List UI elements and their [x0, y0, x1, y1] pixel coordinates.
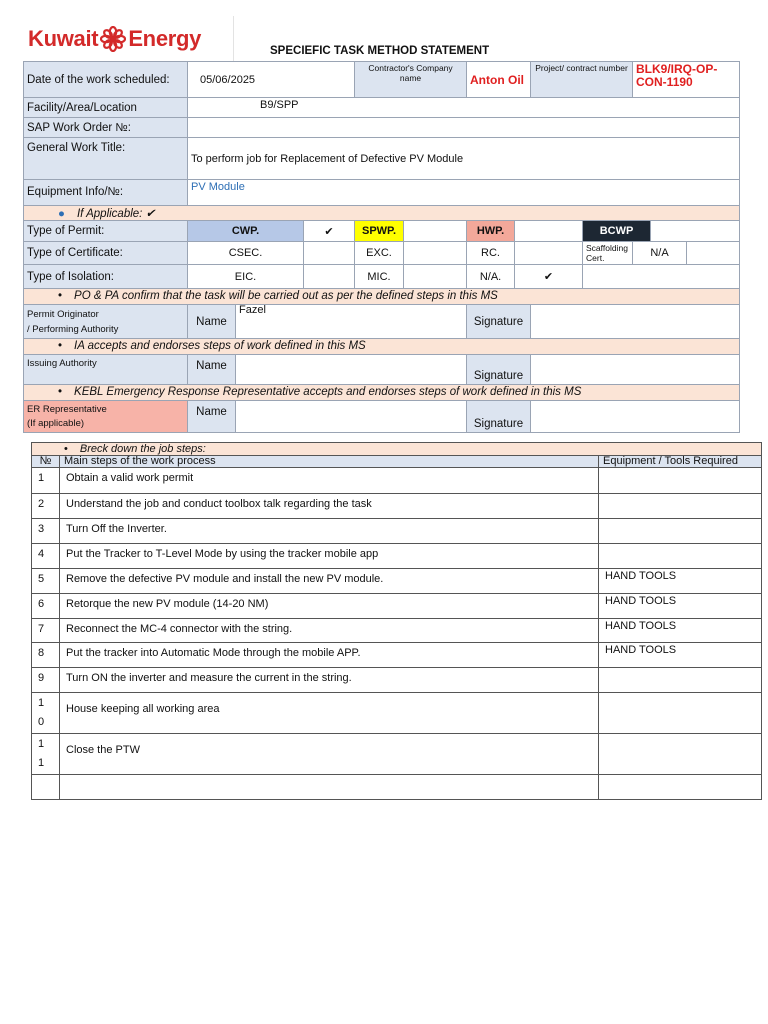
col-header-tools: Equipment / Tools Required: [599, 456, 762, 468]
step-text[interactable]: Put the Tracker to T-Level Mode by using the tracker mobile app: [60, 544, 599, 569]
sap-label: SAP Work Order №:: [24, 118, 188, 138]
bullet-icon: •: [64, 443, 68, 455]
iso-blank: [583, 265, 740, 289]
step-tools[interactable]: [599, 544, 762, 569]
table-row: [32, 643, 762, 668]
step-text[interactable]: Obtain a valid work permit: [60, 468, 599, 494]
project-label: Project/ contract number: [531, 62, 633, 98]
er-name-field[interactable]: [236, 401, 467, 433]
permit-spwp: SPWP.: [355, 221, 404, 242]
cert-scaffolding: Scaffolding Cert.: [583, 242, 633, 265]
table-row: [32, 544, 762, 569]
step-number: 2: [32, 494, 60, 519]
step-tools[interactable]: HAND TOOLS: [599, 643, 762, 668]
step-number: 10: [32, 693, 60, 734]
iso-na-check[interactable]: ✔: [515, 265, 583, 289]
iso-eic: EIC.: [188, 265, 304, 289]
flower-logo-icon: [100, 26, 126, 52]
cert-exc: EXC.: [355, 242, 404, 265]
step-text[interactable]: Understand the job and conduct toolbox talk regarding the task: [60, 494, 599, 519]
contractor-label: Contractor's Company name: [355, 62, 467, 98]
step-number: 7: [32, 619, 60, 643]
permit-info-table: [23, 61, 740, 433]
step-tools[interactable]: [599, 519, 762, 544]
er-name-label: Name: [188, 401, 236, 433]
table-row: [32, 594, 762, 619]
step-text[interactable]: Remove the defective PV module and install the new PV module.: [60, 569, 599, 594]
equipment-value[interactable]: PV Module: [188, 180, 740, 206]
ia-name-field[interactable]: [236, 355, 467, 385]
ia-bar-text: IA accepts and endorses steps of work defined in this MS: [74, 340, 366, 352]
bullet-icon: •: [58, 386, 63, 398]
step-text[interactable]: Turn Off the Inverter.: [60, 519, 599, 544]
table-row: [32, 775, 762, 800]
cert-rc-check[interactable]: [515, 242, 583, 265]
step-text[interactable]: Close the PTW: [60, 734, 599, 775]
po-label-line1: Permit Originator: [27, 309, 99, 320]
step-number: 6: [32, 594, 60, 619]
step-number: [32, 775, 60, 800]
step-number: 1: [32, 468, 60, 494]
equipment-label: Equipment Info/№:: [24, 180, 188, 206]
bullet-icon: •: [58, 340, 63, 352]
cert-rc: RC.: [467, 242, 515, 265]
bullet-icon: •: [58, 290, 63, 302]
po-label: [24, 305, 188, 339]
step-number: 4: [32, 544, 60, 569]
step-tools[interactable]: HAND TOOLS: [599, 594, 762, 619]
er-signature-label: Signature: [467, 401, 531, 433]
applicable-bar: [24, 206, 740, 221]
document-title: SPECIEFIC TASK METHOD STATEMENT: [270, 45, 490, 57]
cert-csec-check[interactable]: [304, 242, 355, 265]
ia-signature-field[interactable]: [531, 355, 740, 385]
permit-cwp-check[interactable]: ✔: [304, 221, 355, 242]
iso-mic: MIC.: [355, 265, 404, 289]
iso-na: N/A.: [467, 265, 515, 289]
table-row: [32, 569, 762, 594]
table-row: [32, 693, 762, 734]
project-value[interactable]: BLK9/IRQ-OP-CON-1190: [633, 62, 740, 98]
permit-hwp: HWP.: [467, 221, 515, 242]
applicable-check-icon: ✔: [145, 208, 156, 220]
cert-na-check[interactable]: [687, 242, 740, 265]
isolation-label: Type of Isolation:: [24, 265, 188, 289]
step-number: 3: [32, 519, 60, 544]
step-tools[interactable]: [599, 668, 762, 693]
bullet-icon: ●: [58, 208, 65, 220]
permit-label: Type of Permit:: [24, 221, 188, 242]
logo-text-energy: Energy: [128, 26, 202, 51]
step-tools[interactable]: [599, 494, 762, 519]
logo-text-kuwait: Kuwait: [28, 26, 99, 51]
ia-bar: [24, 339, 740, 355]
er-label-line2: (If applicable): [27, 418, 85, 429]
step-tools[interactable]: [599, 775, 762, 800]
ia-label: Issuing Authority: [24, 355, 188, 385]
permit-bcwp-check[interactable]: [651, 221, 740, 242]
step-tools[interactable]: [599, 734, 762, 775]
step-text[interactable]: Reconnect the MC-4 connector with the string.: [60, 619, 599, 643]
job-steps-table: [31, 442, 762, 800]
po-name-value[interactable]: Fazel: [236, 305, 467, 339]
er-signature-field[interactable]: [531, 401, 740, 433]
po-bar: [24, 289, 740, 305]
step-text[interactable]: Retorque the new PV module (14-20 NM): [60, 594, 599, 619]
step-number: 5: [32, 569, 60, 594]
work-title-value[interactable]: To perform job for Replacement of Defective PV Module: [188, 138, 740, 180]
iso-eic-check[interactable]: [304, 265, 355, 289]
certificate-label: Type of Certificate:: [24, 242, 188, 265]
cert-na: N/A: [633, 242, 687, 265]
steps-bar-text: Breck down the job steps:: [79, 443, 206, 455]
step-tools[interactable]: HAND TOOLS: [599, 619, 762, 643]
col-header-no: №: [32, 456, 60, 468]
step-number: 9: [32, 668, 60, 693]
table-row: [32, 619, 762, 643]
permit-hwp-check[interactable]: [515, 221, 583, 242]
po-signature-field[interactable]: [531, 305, 740, 339]
cert-csec: CSEC.: [188, 242, 304, 265]
table-row: [32, 494, 762, 519]
facility-value[interactable]: B9/SPP: [188, 98, 740, 118]
step-tools[interactable]: [599, 693, 762, 734]
er-bar-text: KEBL Emergency Response Representative accepts and endorses steps of work defined in this MS: [74, 386, 582, 398]
work-title-label: General Work Title:: [24, 138, 188, 180]
contractor-value[interactable]: Anton Oil: [467, 62, 531, 98]
steps-bar: [32, 443, 762, 456]
step-text[interactable]: Turn ON the inverter and measure the current in the string.: [60, 668, 599, 693]
permit-spwp-check[interactable]: [404, 221, 467, 242]
steps-body: [32, 468, 762, 800]
step-text[interactable]: House keeping all working area: [60, 693, 599, 734]
company-logo: [28, 16, 234, 62]
permit-cwp: CWP.: [188, 221, 304, 242]
po-name-label: Name: [188, 305, 236, 339]
step-number: 11: [32, 734, 60, 775]
po-bar-text: PO & PA confirm that the task will be carried out as per the defined steps in this MS: [74, 290, 498, 302]
ia-signature-label: Signature: [467, 355, 531, 385]
step-tools[interactable]: HAND TOOLS: [599, 569, 762, 594]
sap-value[interactable]: [188, 118, 740, 138]
cert-exc-check[interactable]: [404, 242, 467, 265]
er-label-line1: ER Representative: [27, 404, 107, 415]
table-row: [32, 734, 762, 775]
date-value[interactable]: 05/06/2025: [188, 62, 355, 98]
er-label: [24, 401, 188, 433]
col-header-step: Main steps of the work process: [60, 456, 599, 468]
po-label-line2: / Performing Authority: [27, 324, 119, 335]
applicable-text: If Applicable:: [76, 208, 143, 220]
step-text[interactable]: [60, 775, 599, 800]
table-row: [32, 468, 762, 494]
po-signature-label: Signature: [467, 305, 531, 339]
permit-bcwp: BCWP: [583, 221, 651, 242]
er-bar: [24, 385, 740, 401]
ia-name-label: Name: [188, 355, 236, 385]
table-row: [32, 519, 762, 544]
step-tools[interactable]: [599, 468, 762, 494]
table-row: [32, 668, 762, 693]
step-number: 8: [32, 643, 60, 668]
iso-mic-check[interactable]: [404, 265, 467, 289]
step-text[interactable]: Put the tracker into Automatic Mode through the mobile APP.: [60, 643, 599, 668]
date-label: Date of the work scheduled:: [24, 62, 188, 98]
facility-label: Facility/Area/Location: [24, 98, 188, 118]
